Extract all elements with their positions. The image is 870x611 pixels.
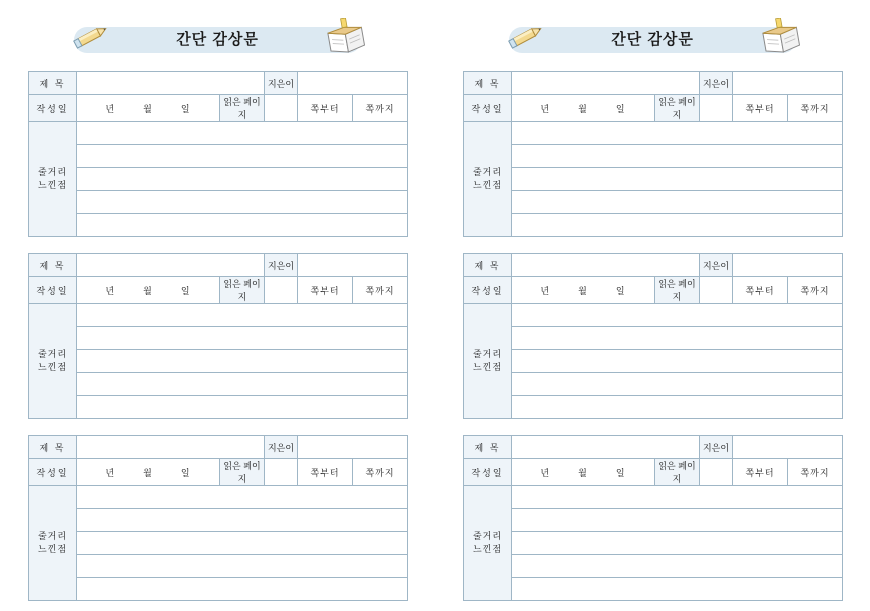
reading-form xyxy=(463,253,843,419)
label-summary-line1: 줄거리 xyxy=(472,349,503,359)
note-line[interactable] xyxy=(77,122,408,145)
label-author: 지은이 xyxy=(265,72,298,95)
note-line[interactable] xyxy=(77,578,408,601)
label-page-from: 쪽부터 xyxy=(733,95,788,122)
unit-month: 월 xyxy=(578,285,588,296)
input-date[interactable] xyxy=(77,277,220,304)
label-page-from: 쪽부터 xyxy=(298,95,353,122)
input-pages-blank[interactable] xyxy=(265,277,298,304)
input-pages-blank[interactable] xyxy=(700,277,733,304)
label-title: 제 목 xyxy=(29,436,77,459)
unit-year: 년 xyxy=(105,467,116,478)
label-page-from: 쪽부터 xyxy=(298,459,353,486)
reading-form xyxy=(463,71,843,237)
input-author[interactable] xyxy=(298,436,408,459)
input-title[interactable] xyxy=(77,254,265,277)
reading-form xyxy=(28,435,408,601)
unit-day: 일 xyxy=(180,285,191,296)
label-title: 제 목 xyxy=(464,436,512,459)
forms-left xyxy=(28,71,407,601)
input-pages-blank[interactable] xyxy=(265,95,298,122)
note-line[interactable] xyxy=(512,145,843,168)
label-summary-line1: 줄거리 xyxy=(37,349,68,359)
reading-form xyxy=(28,253,408,419)
label-author: 지은이 xyxy=(265,254,298,277)
page-title: 간단 감상문 xyxy=(611,31,694,48)
note-line[interactable] xyxy=(77,396,408,419)
label-read-pages: 읽은 페이지 xyxy=(220,277,265,304)
input-date[interactable] xyxy=(77,95,220,122)
unit-day: 일 xyxy=(180,103,191,114)
label-read-pages: 읽은 페이지 xyxy=(655,277,700,304)
label-summary-line1: 줄거리 xyxy=(37,167,68,177)
note-line[interactable] xyxy=(512,122,843,145)
note-line[interactable] xyxy=(77,304,408,327)
label-read-pages: 읽은 페이지 xyxy=(655,459,700,486)
label-page-from: 쪽부터 xyxy=(733,459,788,486)
open-book-icon xyxy=(760,18,804,63)
note-line[interactable] xyxy=(77,509,408,532)
input-pages-blank[interactable] xyxy=(700,459,733,486)
banner-left xyxy=(28,18,407,59)
unit-year: 년 xyxy=(105,285,116,296)
label-summary-line1: 줄거리 xyxy=(472,167,503,177)
note-line[interactable] xyxy=(512,396,843,419)
page-title: 간단 감상문 xyxy=(176,31,259,48)
label-read-pages: 읽은 페이지 xyxy=(220,459,265,486)
input-author[interactable] xyxy=(733,72,843,95)
unit-month: 월 xyxy=(578,103,588,114)
input-title[interactable] xyxy=(77,436,265,459)
unit-month: 월 xyxy=(143,285,153,296)
note-line[interactable] xyxy=(512,214,843,237)
input-title[interactable] xyxy=(512,254,700,277)
input-pages-blank[interactable] xyxy=(700,95,733,122)
input-date[interactable] xyxy=(512,459,655,486)
note-line[interactable] xyxy=(512,168,843,191)
label-author: 지은이 xyxy=(700,254,733,277)
label-page-to: 쪽까지 xyxy=(353,277,408,304)
input-author[interactable] xyxy=(298,72,408,95)
input-title[interactable] xyxy=(77,72,265,95)
unit-year: 년 xyxy=(540,467,551,478)
note-line[interactable] xyxy=(512,304,843,327)
note-line[interactable] xyxy=(512,350,843,373)
label-summary-line2: 느낀점 xyxy=(37,544,68,554)
note-line[interactable] xyxy=(512,578,843,601)
label-summary-line1: 줄거리 xyxy=(37,531,68,541)
label-write-date: 작성일 xyxy=(29,277,77,304)
note-line[interactable] xyxy=(512,373,843,396)
note-line[interactable] xyxy=(77,145,408,168)
label-title: 제 목 xyxy=(464,254,512,277)
label-summary-line2: 느낀점 xyxy=(472,544,503,554)
label-page-from: 쪽부터 xyxy=(298,277,353,304)
label-summary-line1: 줄거리 xyxy=(472,531,503,541)
note-line[interactable] xyxy=(77,532,408,555)
label-summary xyxy=(29,122,77,237)
label-summary xyxy=(29,486,77,601)
label-summary xyxy=(464,122,512,237)
label-write-date: 작성일 xyxy=(29,459,77,486)
input-author[interactable] xyxy=(298,254,408,277)
label-author: 지은이 xyxy=(700,72,733,95)
pencil-icon xyxy=(507,20,547,59)
note-line[interactable] xyxy=(512,486,843,509)
label-summary-line2: 느낀점 xyxy=(472,362,503,372)
note-line[interactable] xyxy=(512,555,843,578)
input-title[interactable] xyxy=(512,72,700,95)
label-page-from: 쪽부터 xyxy=(733,277,788,304)
worksheet-column-right xyxy=(435,0,870,611)
unit-year: 년 xyxy=(105,103,116,114)
label-title: 제 목 xyxy=(464,72,512,95)
note-line[interactable] xyxy=(77,373,408,396)
label-summary xyxy=(464,486,512,601)
label-write-date: 작성일 xyxy=(29,95,77,122)
label-read-pages: 읽은 페이지 xyxy=(655,95,700,122)
note-line[interactable] xyxy=(77,168,408,191)
banner-right xyxy=(463,18,842,59)
label-summary-line2: 느낀점 xyxy=(37,180,68,190)
input-author[interactable] xyxy=(733,436,843,459)
label-page-to: 쪽까지 xyxy=(788,277,843,304)
label-page-to: 쪽까지 xyxy=(353,459,408,486)
note-line[interactable] xyxy=(77,214,408,237)
label-summary xyxy=(464,304,512,419)
label-write-date: 작성일 xyxy=(464,277,512,304)
label-write-date: 작성일 xyxy=(464,459,512,486)
unit-month: 월 xyxy=(143,467,153,478)
input-date[interactable] xyxy=(512,95,655,122)
input-date[interactable] xyxy=(512,277,655,304)
note-line[interactable] xyxy=(512,191,843,214)
label-page-to: 쪽까지 xyxy=(788,95,843,122)
label-author: 지은이 xyxy=(700,436,733,459)
label-summary xyxy=(29,304,77,419)
input-pages-blank[interactable] xyxy=(265,459,298,486)
input-author[interactable] xyxy=(733,254,843,277)
note-line[interactable] xyxy=(512,327,843,350)
label-page-to: 쪽까지 xyxy=(353,95,408,122)
unit-year: 년 xyxy=(540,285,551,296)
unit-day: 일 xyxy=(180,467,191,478)
input-title[interactable] xyxy=(512,436,700,459)
unit-day: 일 xyxy=(615,285,626,296)
note-line[interactable] xyxy=(77,555,408,578)
pencil-icon xyxy=(72,20,112,59)
open-book-icon xyxy=(325,18,369,63)
input-date[interactable] xyxy=(77,459,220,486)
label-summary-line2: 느낀점 xyxy=(472,180,503,190)
note-line[interactable] xyxy=(77,327,408,350)
unit-day: 일 xyxy=(615,467,626,478)
note-line[interactable] xyxy=(77,486,408,509)
reading-form xyxy=(463,435,843,601)
unit-month: 월 xyxy=(578,467,588,478)
label-write-date: 작성일 xyxy=(464,95,512,122)
unit-year: 년 xyxy=(540,103,551,114)
unit-month: 월 xyxy=(143,103,153,114)
note-line[interactable] xyxy=(77,350,408,373)
note-line[interactable] xyxy=(512,509,843,532)
label-read-pages: 읽은 페이지 xyxy=(220,95,265,122)
label-title: 제 목 xyxy=(29,72,77,95)
forms-right xyxy=(463,71,842,601)
label-title: 제 목 xyxy=(29,254,77,277)
note-line[interactable] xyxy=(512,532,843,555)
note-line[interactable] xyxy=(77,191,408,214)
label-author: 지은이 xyxy=(265,436,298,459)
unit-day: 일 xyxy=(615,103,626,114)
reading-form xyxy=(28,71,408,237)
label-summary-line2: 느낀점 xyxy=(37,362,68,372)
label-page-to: 쪽까지 xyxy=(788,459,843,486)
